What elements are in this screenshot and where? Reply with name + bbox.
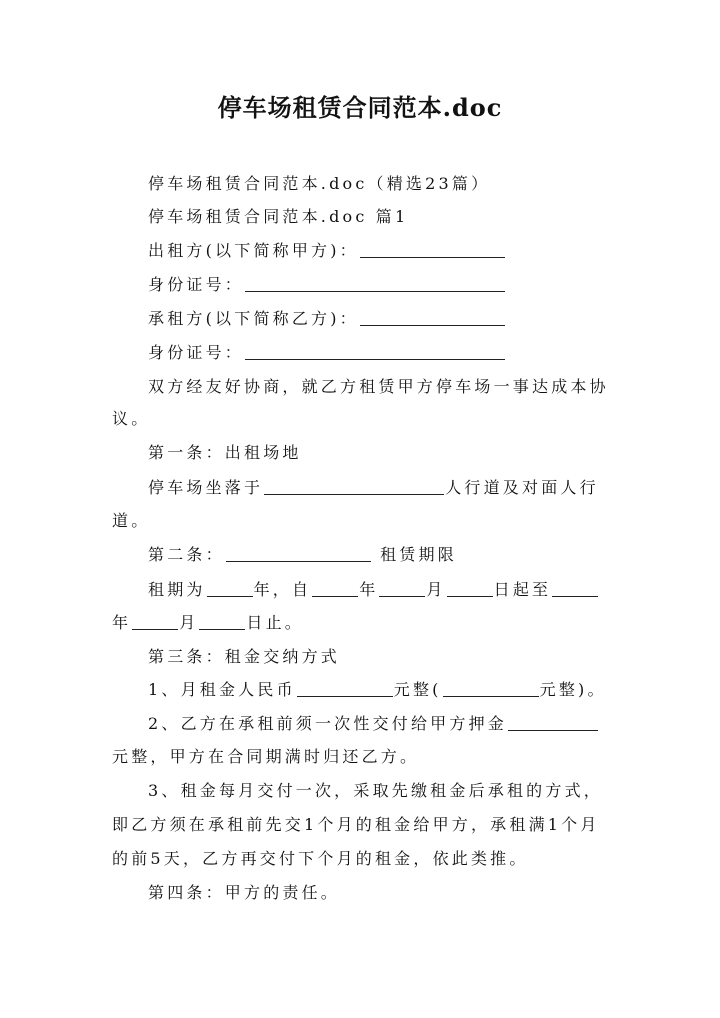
text: 日起至 xyxy=(493,580,552,599)
text: 年 xyxy=(359,580,379,599)
text: 即乙方须在承租前先交1个月的租金给甲方，承租满1个月 xyxy=(112,815,600,834)
text: 出租方(以下简称甲方)： xyxy=(148,241,359,260)
subtitle-line xyxy=(148,174,648,194)
blank-field xyxy=(312,580,358,597)
text: 3、租金每月交付一次，采取先缴租金后承租的方式， xyxy=(148,781,603,800)
blank-field xyxy=(443,680,539,697)
blank-field xyxy=(552,580,598,597)
text: 议。 xyxy=(112,409,151,428)
text: 承租方(以下简称乙方)： xyxy=(148,309,359,328)
blank-field xyxy=(245,275,505,292)
text: 停车场坐落于 xyxy=(148,478,264,497)
text: 双方经友好协商，就乙方租赁甲方停车场一事达成本协 xyxy=(148,377,609,396)
section-heading xyxy=(148,207,648,227)
paragraph xyxy=(112,511,612,531)
text: 第二条： xyxy=(148,545,225,564)
lessee-id-line xyxy=(148,343,648,363)
document-title: 停车场租赁合同范本.doc xyxy=(217,93,503,122)
paragraph xyxy=(112,409,612,429)
text: 身份证号： xyxy=(148,275,245,294)
blank-field xyxy=(379,580,425,597)
blank-field xyxy=(207,580,253,597)
paragraph xyxy=(148,377,648,397)
paragraph xyxy=(148,680,648,700)
text: 停车场租赁合同范本.doc（精选23篇） xyxy=(148,174,491,193)
lessor-id-line xyxy=(148,275,648,295)
text: 身份证号： xyxy=(148,343,245,362)
paragraph xyxy=(112,747,612,767)
text: 年，自 xyxy=(253,580,312,599)
lessee-line xyxy=(148,309,648,329)
text: 的前5天，乙方再交付下个月的租金，依此类推。 xyxy=(112,849,529,868)
text: 2、乙方在承租前须一次性交付给甲方押金 xyxy=(148,714,507,733)
text: 元整)。 xyxy=(539,680,607,699)
paragraph xyxy=(148,781,648,801)
text: 月 xyxy=(179,613,199,632)
text: 人行道及对面人行 xyxy=(445,478,599,497)
text: 年 xyxy=(112,613,132,632)
blank-field xyxy=(264,478,444,495)
text: 租期为 xyxy=(148,580,206,599)
text: 第三条：租金交纳方式 xyxy=(148,647,341,666)
text: 停车场租赁合同范本.doc 篇1 xyxy=(148,207,409,226)
blank-field xyxy=(199,613,245,630)
blank-field xyxy=(360,241,505,258)
text: 月 xyxy=(426,580,446,599)
text: 1、月租金人民币 xyxy=(148,680,296,699)
text: 租赁期限 xyxy=(380,545,457,564)
blank-field xyxy=(447,580,493,597)
blank-field xyxy=(132,613,178,630)
article-heading xyxy=(148,443,648,463)
blank-field xyxy=(508,714,598,731)
blank-field xyxy=(360,309,505,326)
blank-field xyxy=(297,680,393,697)
paragraph xyxy=(112,613,612,633)
text: 道。 xyxy=(112,511,151,530)
lessor-line xyxy=(148,241,648,261)
paragraph xyxy=(112,849,612,869)
paragraph xyxy=(148,714,648,734)
text: 元整，甲方在合同期满时归还乙方。 xyxy=(112,747,420,766)
text: 元整( xyxy=(393,680,442,699)
blank-field xyxy=(226,545,371,562)
article-heading xyxy=(148,545,648,565)
article-heading xyxy=(148,647,648,667)
text: 第一条：出租场地 xyxy=(148,443,302,462)
text: 第四条：甲方的责任。 xyxy=(148,883,341,902)
paragraph xyxy=(148,478,648,498)
text: 日止。 xyxy=(246,613,305,632)
blank-field xyxy=(245,343,505,360)
article-heading xyxy=(148,883,648,903)
paragraph xyxy=(148,580,648,600)
paragraph xyxy=(112,815,612,835)
